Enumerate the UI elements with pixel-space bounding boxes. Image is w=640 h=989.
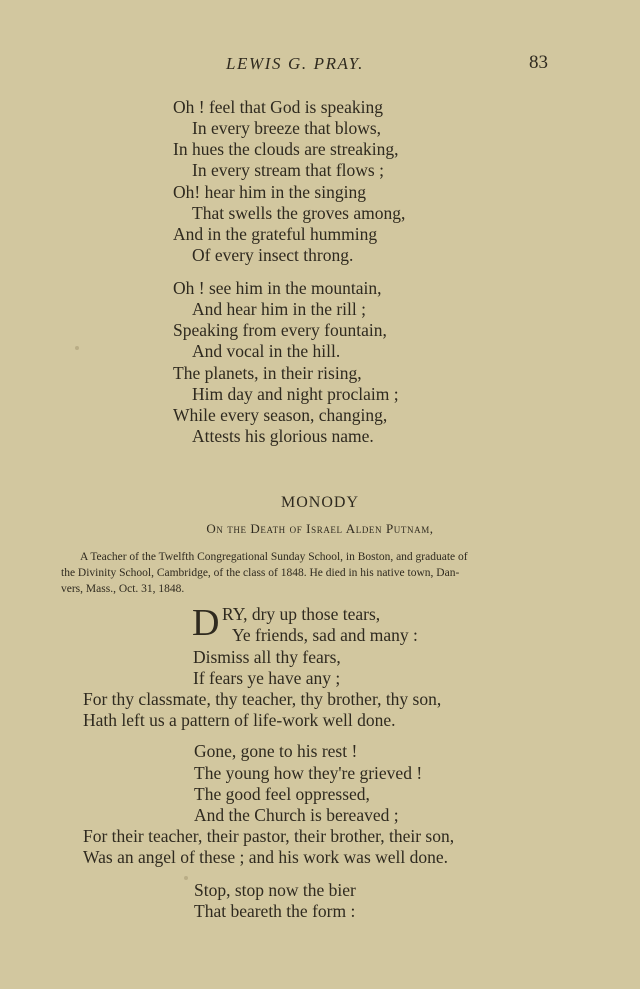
poem-line: The good feel oppressed, <box>194 784 370 804</box>
dedication-note-line: A Teacher of the Twelfth Congregational Sunday School, in Boston, and graduate of <box>80 551 468 563</box>
poem-line: RY, dry up those tears, <box>222 604 381 624</box>
poem-line: While every season, changing, <box>173 405 388 425</box>
dedication-note-line: the Divinity School, Cambridge, of the class of 1848. He died in his native town, Dan- <box>61 567 460 579</box>
page-number: 83 <box>529 52 548 73</box>
poem-line: And hear him in the rill ; <box>192 299 366 319</box>
poem-line: The young how they're grieved ! <box>194 763 423 783</box>
poem-line: Dismiss all thy fears, <box>193 647 341 667</box>
poem-line: For their teacher, their pastor, their brother, their son, <box>83 826 455 846</box>
poem-line: Ye friends, sad and many : <box>232 625 418 645</box>
poem-line: Oh! hear him in the singing <box>173 182 366 202</box>
poem-line: And the Church is bereaved ; <box>194 805 399 825</box>
paper-speck <box>75 346 79 350</box>
poem-line: Gone, gone to his rest ! <box>194 741 358 761</box>
poem-title: MONODY <box>281 494 359 511</box>
poem-line: And vocal in the hill. <box>192 341 341 361</box>
poem-line: That swells the groves among, <box>192 203 406 223</box>
poem-line: Him day and night proclaim ; <box>192 384 399 404</box>
poem-line: For thy classmate, thy teacher, thy brother, thy son, <box>83 689 442 709</box>
paper-speck <box>184 876 188 880</box>
running-head: LEWIS G. PRAY. <box>226 54 364 73</box>
poem-line: In hues the clouds are streaking, <box>173 139 399 159</box>
poem-line: Attests his glorious name. <box>192 426 374 446</box>
dedication-note-line: vers, Mass., Oct. 31, 1848. <box>61 583 185 595</box>
poem-line: And in the grateful humming <box>173 224 378 244</box>
poem-subtitle: On the Death of Israel Alden Putnam, <box>206 521 434 536</box>
poem-line: Was an angel of these ; and his work was well done. <box>83 847 449 867</box>
poem-line: In every stream that flows ; <box>192 160 384 180</box>
poem-line: In every breeze that blows, <box>192 118 382 138</box>
poem-line: Of every insect throng. <box>192 245 354 265</box>
poem-line: If fears ye have any ; <box>193 668 341 688</box>
poem-line: The planets, in their rising, <box>173 363 362 383</box>
poem-line: Oh ! feel that God is speaking <box>173 97 383 117</box>
drop-cap: D <box>192 602 220 644</box>
poem-line: That beareth the form : <box>194 901 356 921</box>
poem-line: Speaking from every fountain, <box>173 320 387 340</box>
poem-line: Oh ! see him in the mountain, <box>173 278 382 298</box>
poem-line: Stop, stop now the bier <box>194 880 356 900</box>
poem-line: Hath left us a pattern of life-work well done. <box>83 710 396 730</box>
